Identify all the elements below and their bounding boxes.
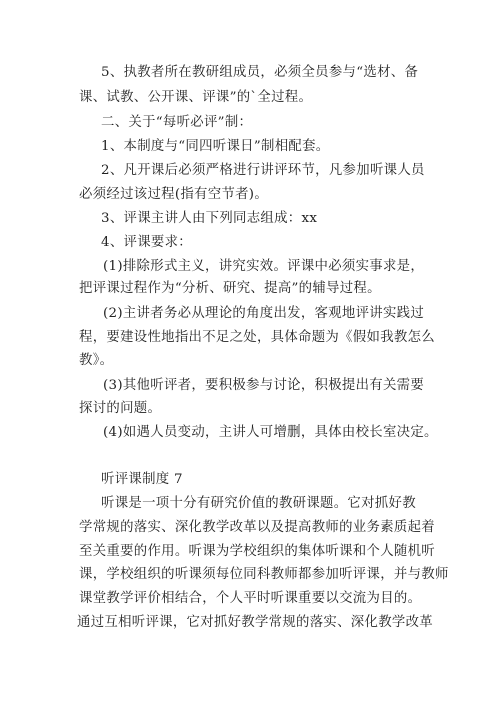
requirement1-line1: (1)排除形式主义，讲究实效。评课中必须实事求是， bbox=[103, 259, 425, 274]
paragraph-line4: 课，学校组织的听课须每位同科教师都参加听评课，并与教师 bbox=[79, 567, 449, 582]
item3-text: 3、评课主讲人由下列同志组成：xx bbox=[101, 211, 318, 226]
paragraph-line3: 至关重要的作用。听课为学校组织的集体听课和个人随机听 bbox=[79, 544, 435, 559]
paragraph-line1: 听课是一项十分有研究价值的教研课题。它对抓好教 bbox=[101, 496, 416, 511]
item5-text-line2: 课、试教、公开课、评课”的`全过程。 bbox=[79, 90, 313, 105]
paragraph-line6: 通过互相听评课，它对抓好教学常规的落实、深化教学改革 bbox=[77, 615, 433, 630]
requirement2-line1: (2)主讲者务必从理论的角度出发，客观地评讲实践过 bbox=[103, 306, 425, 321]
requirement4-text: (4)如遇人员变动，主讲人可增删，具体由校长室决定。 bbox=[103, 425, 438, 440]
item5-text-line1: 5、执教者所在教研组成员，必须全员参与“选材、备 bbox=[101, 65, 419, 80]
requirement3-line2: 探讨的问题。 bbox=[79, 401, 162, 416]
section-title-7: 听评课制度 7 bbox=[101, 472, 183, 487]
requirement1-line2: 把评课过程作为“分析、研究、提高”的辅导过程。 bbox=[79, 281, 381, 296]
paragraph-line2: 学常规的落实、深化教学改革以及提高教师的业务素质起着 bbox=[79, 520, 435, 535]
requirement2-line2: 程，要建设性地指出不足之处，具体命题为《假如我教怎么 bbox=[79, 330, 435, 345]
item2-text-line2: 必须经过该过程(指有空节者)。 bbox=[79, 187, 269, 202]
requirement3-line1: (3)其他听评者，要积极参与讨论，积极提出有关需要 bbox=[103, 378, 425, 393]
item4-text: 4、评课要求： bbox=[101, 235, 192, 250]
item2-text-line1: 2、凡开课后必须严格进行讲评环节，凡参加听课人员 bbox=[101, 163, 425, 178]
item1-text: 1、本制度与“同四听课日”制相配套。 bbox=[101, 139, 330, 154]
section-heading-2: 二、关于“每听必评”制： bbox=[101, 115, 253, 130]
paragraph-line5: 课堂教学评价相结合，个人平时听课重要以交流为目的。 bbox=[79, 591, 422, 606]
requirement2-line3: 教》。 bbox=[79, 353, 114, 368]
